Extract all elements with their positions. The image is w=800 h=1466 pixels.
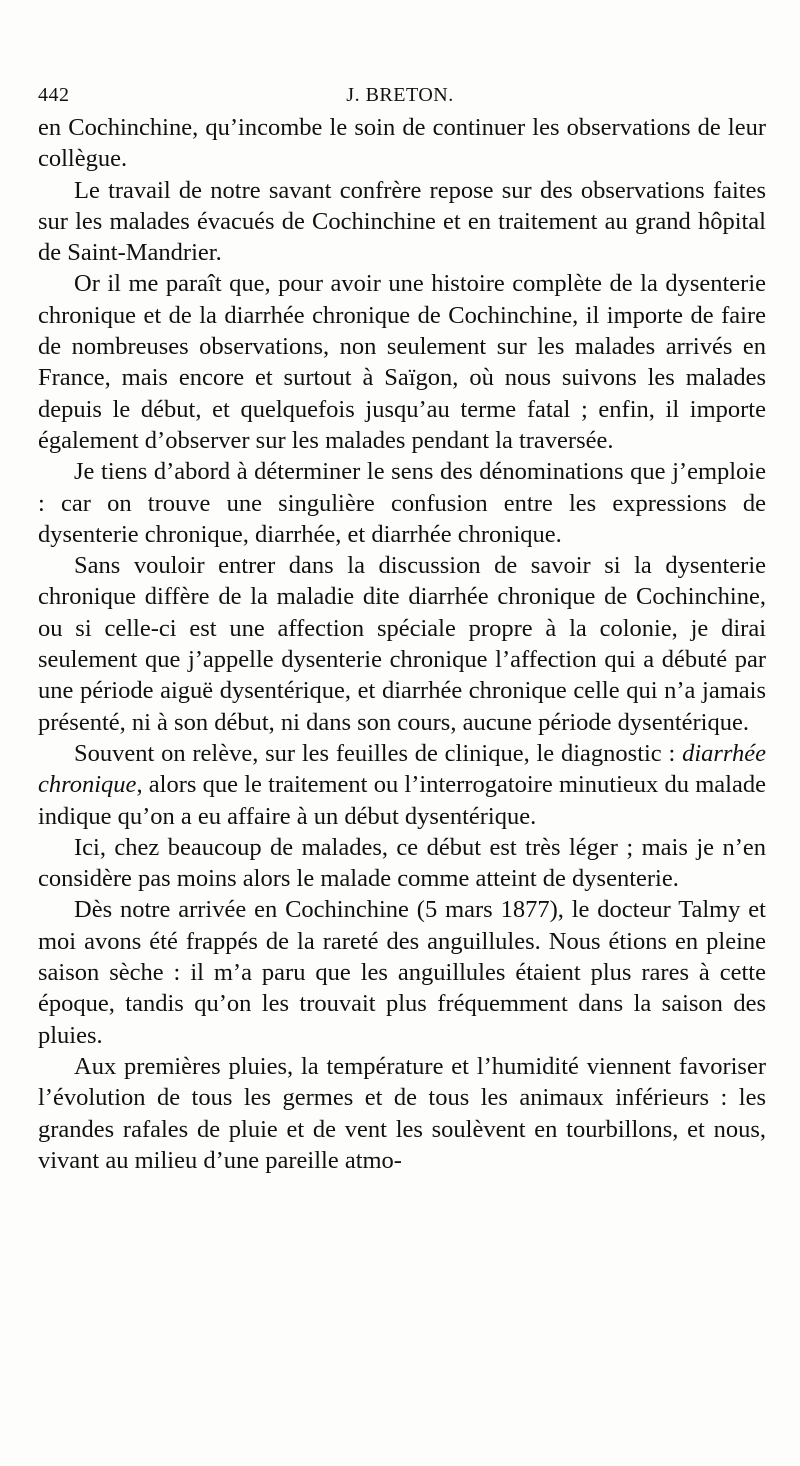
paragraph: Je tiens d’abord à déterminer le sens des dénominations que j’emploie : car on trouve une singulière confusion entre les expressions de dysenterie chronique, diarrhée, et diarrhée chronique. <box>38 458 766 548</box>
paragraph: Le travail de notre savant confrère repose sur des observations faites sur les malades évacués de Cochinchine et en traitement au grand hôpital de Saint-Mandrier. <box>38 176 766 267</box>
paragraph: Dès notre arrivée en Cochinchine (5 mars 1877), le docteur Talmy et moi avons été frappés de la rareté des anguillules. Nous étions en pleine saison sèche : il m’a paru que les anguillules étaient plus rares à cette époque, tandis qu’on les trouvait plus fréquemment dans la saison des pluies. <box>38 896 766 1049</box>
paragraph: Sans vouloir entrer dans la discussion de savoir si la dysenterie chronique diffère de la maladie dite diarrhée chronique de Cochinchine, ou si celle-ci est une affection spéciale propre à la colonie, je dirai seulement que j’appelle dysenterie chronique l’affection qui a débuté par une période aiguë dysentérique, et diarrhée chronique celle qui n’a jamais présenté, ni à son début, ni dans son cours, aucune période dysentérique. <box>38 552 766 736</box>
paragraph-with-italic <box>38 738 766 832</box>
running-head <box>38 84 762 112</box>
paragraph-text: , alors que le traitement ou l’interrogatoire minutieux du malade indique qu’on a eu affaire à un début dysentérique. <box>38 771 766 830</box>
paragraph: Ici, chez beaucoup de malades, ce début est très léger ; mais je n’en considère pas moins alors le malade comme atteint de dysenterie. <box>38 833 766 893</box>
running-title: J. BRETON. <box>346 84 454 106</box>
page-number: 442 <box>38 84 70 106</box>
paragraph-continued: en Cochinchine, qu’incombe le soin de continuer les observations de leur collègue. <box>38 114 766 173</box>
italic-diagnosis: diarrhée chronique <box>38 739 766 799</box>
paragraph: Aux premières pluies, la température et l’humidité viennent favoriser l’évolution de tous les germes et de tous les animaux inférieurs : les grandes rafales de pluie et de vent les soulèvent en tourbillons, et nous, vivant au milieu d’une pareille atmo- <box>38 1052 766 1174</box>
paragraph-text: Souvent on relève, sur les feuilles de clinique, le diagnostic : <box>74 739 683 767</box>
body-text <box>38 112 766 1176</box>
paragraph: Or il me paraît que, pour avoir une histoire complète de la dysenterie chronique et de la diarrhée chronique de Cochinchine, il importe de faire de nombreuses observations, non seulement sur les malades arrivés en France, mais encore et surtout à Saïgon, où nous suivons les malades depuis le début, et quelquefois jusqu’au terme fatal ; enfin, il importe également d’observer sur les malades pendant la traversée. <box>38 270 766 454</box>
